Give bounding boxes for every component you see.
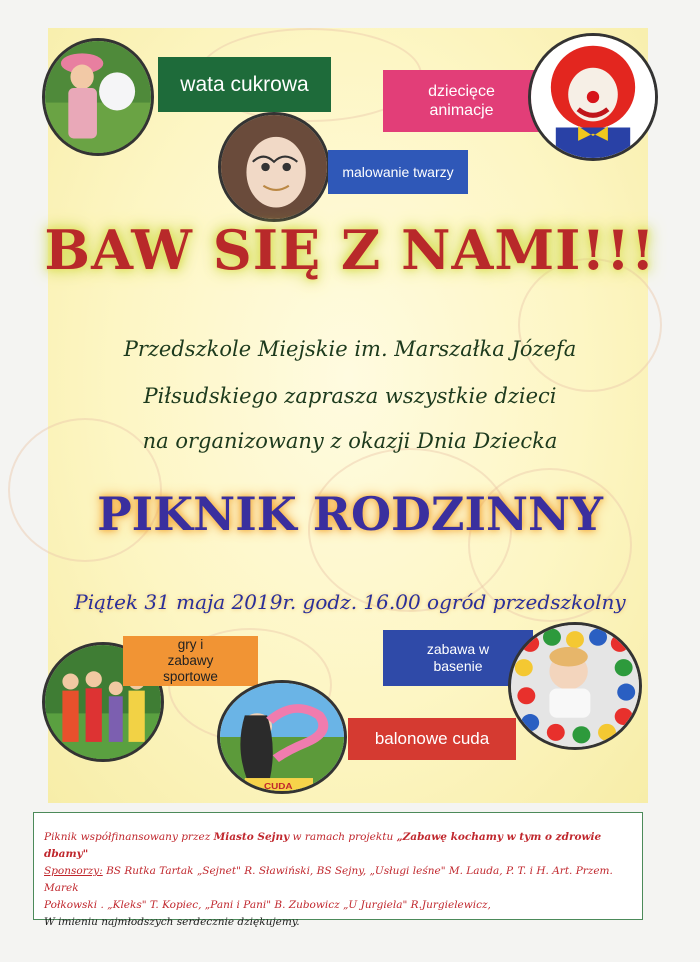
event-details: Piątek 31 maja 2019r. godz. 16.00 ogród przedszkolny xyxy=(74,590,626,614)
footer-sponsors-box xyxy=(33,812,643,928)
sports-games-text-3: sportowe xyxy=(163,669,218,685)
invitation-line-3: na organizowany z okazji Dnia Dziecka xyxy=(142,429,558,453)
event-title: PIKNIK RODZINNY xyxy=(97,487,603,541)
kids-animation-text-1: dziecięce xyxy=(428,82,495,100)
funding-project-name: „Zabawę kochamy w tym o zdrowie dbamy" xyxy=(44,831,602,860)
headline: BAW SIĘ Z NAMI!!! xyxy=(44,218,656,282)
balloons-text: balonowe cuda xyxy=(374,728,490,748)
sports-games-text-2: zabawy xyxy=(167,652,214,668)
balloons-label xyxy=(348,718,516,760)
face-painting-text: malowanie twarzy xyxy=(342,163,454,180)
sponsors-label: Sponsorzy: xyxy=(44,865,103,877)
cotton-candy-photo xyxy=(42,38,154,156)
invitation-line-1: Przedszkole Miejskie im. Marszałka Józefa xyxy=(123,337,577,361)
balloon-print-text: CUDA xyxy=(263,781,293,791)
funding-city: Miasto Sejny xyxy=(213,831,290,843)
cotton-candy-label xyxy=(158,57,331,112)
footer-line-1 xyxy=(44,829,632,863)
sports-games-label xyxy=(123,636,258,686)
invitation-line-2: Piłsudskiego zaprasza wszystkie dzieci xyxy=(143,384,557,408)
funding-project-intro: w ramach projektu xyxy=(289,831,397,843)
clown-photo xyxy=(528,33,658,161)
ball-pit-text-2: basenie xyxy=(433,658,483,674)
footer-line-2 xyxy=(44,863,632,897)
kids-animation-label xyxy=(383,70,540,132)
ball-pit-text-1: zabawa w xyxy=(426,641,490,658)
ball-pit-photo xyxy=(508,622,642,750)
sponsors-text: BS Rutka Tartak „Sejnet" R. Sławiński, BS Sejny, „Usługi leśne" M. Lauda, P. T. i H. Art. Przem. Marek xyxy=(44,865,613,894)
funding-text: Piknik współfinansowany przez xyxy=(44,831,214,843)
face-painting-label xyxy=(328,150,468,194)
footer-line-3: Połkowski . „Kleks" T. Kopiec, „Pani i Pani" B. Zubowicz „U Jurgiela" R.Jurgielewicz, xyxy=(44,899,491,911)
footer-line-4: W imieniu najmłodszych serdecznie dziękujemy. xyxy=(44,916,300,928)
balloon-photo xyxy=(217,680,347,794)
face-painting-photo xyxy=(218,112,330,222)
kids-animation-text-2: animacje xyxy=(429,102,494,119)
cotton-candy-text: wata cukrowa xyxy=(180,72,309,96)
sports-games-text-1: gry i xyxy=(177,636,204,652)
